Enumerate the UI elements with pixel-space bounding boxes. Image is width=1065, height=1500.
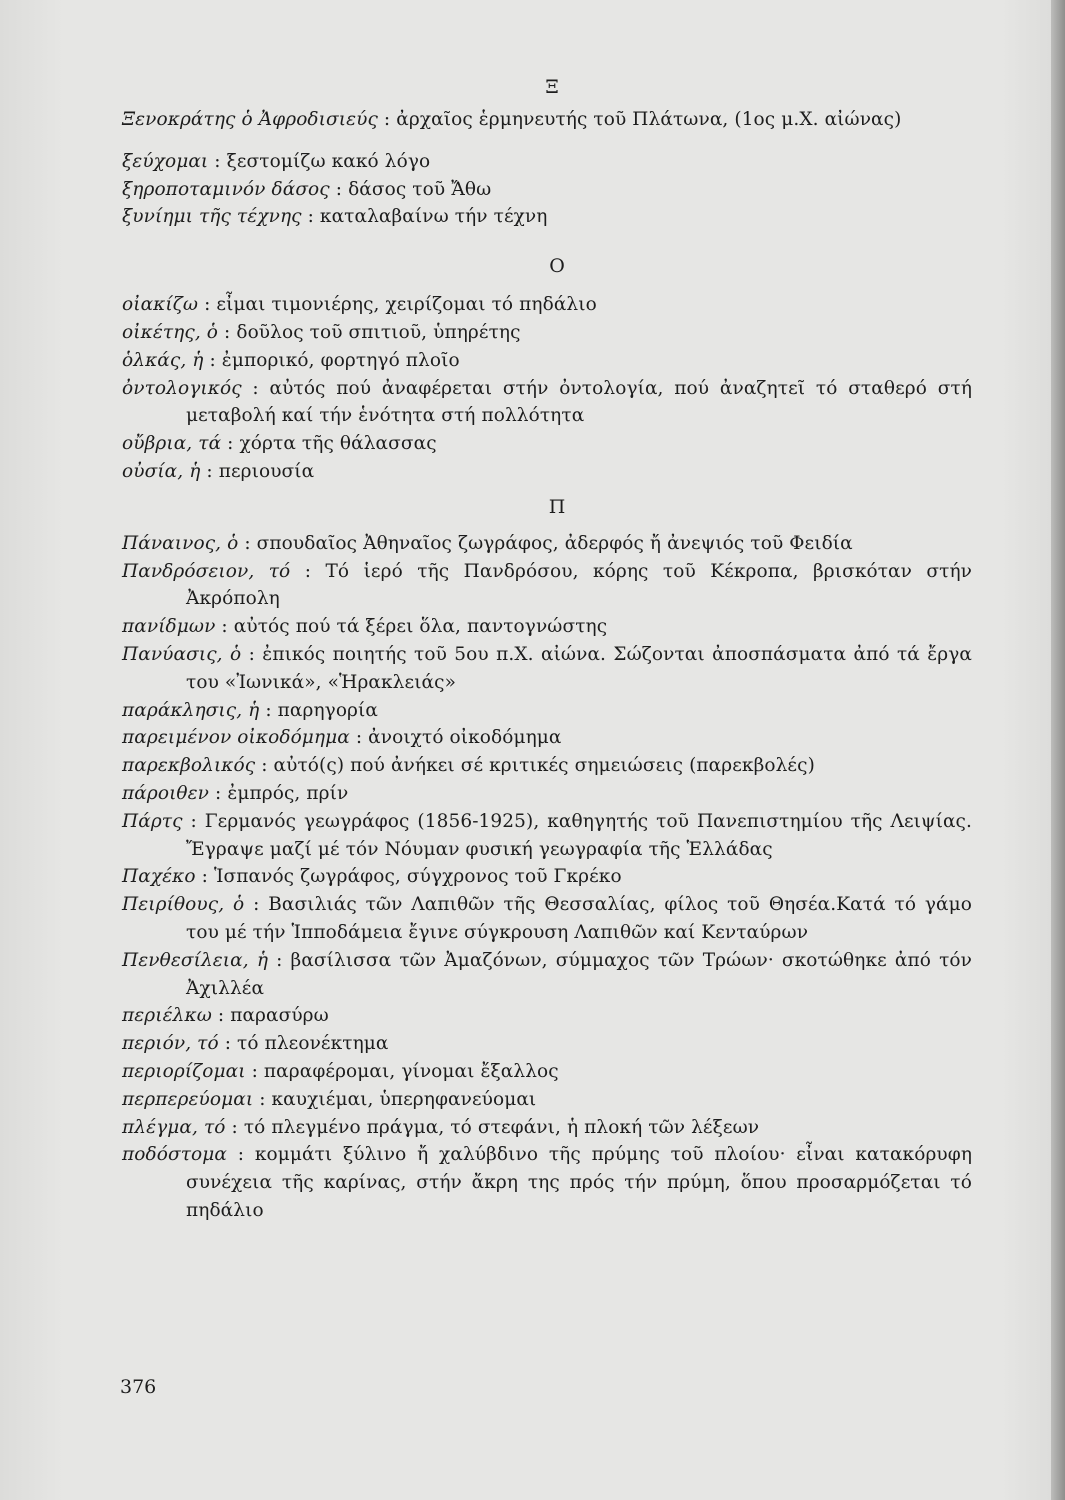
- section-letter: Ξ: [545, 76, 559, 98]
- book-spine-shadow: [1051, 0, 1065, 1500]
- entry-term: ποδόστομα: [122, 1144, 227, 1166]
- entry-definition: Βασιλιάς τῶν Λαπιθῶν τῆς Θεσσαλίας, φίλος τοῦ Θησέα.Κατά τό γάμο του μέ τήν Ἱπποδάμεια ἔγινε σύγκρουση Λαπιθῶν καί Κενταύρων: [186, 894, 972, 943]
- entry-term: παρεκβολικός: [122, 755, 256, 777]
- entry-definition: αὐτός πού τά ξέρει ὅλα, παντογνώστης: [233, 616, 608, 638]
- entry-term: ὁλκάς, ἡ: [122, 349, 204, 371]
- entry-definition: βασίλισσα τῶν Ἀμαζόνων, σύμμαχος τῶν Τρώων· σκοτώθηκε ἀπό τόν Ἀχιλλέα: [186, 949, 973, 999]
- section-pi: [122, 494, 972, 1225]
- glossary-entry: οὔβρια, τά : χόρτα τῆς θάλασσας: [122, 433, 437, 455]
- entry-term: οἰκέτης, ὁ: [122, 321, 219, 343]
- section-letter: Π: [548, 495, 566, 518]
- entry-term: ὀντολογικός: [122, 377, 242, 399]
- entry-term: Πειρίθους, ὁ: [122, 894, 245, 916]
- entry-definition: ἐμπρός, πρίν: [227, 782, 349, 804]
- entry-definition: Ἱσπανός ζωγράφος, σύγχρονος τοῦ Γκρέκο: [213, 866, 622, 888]
- entry-definition: Τό ἱερό τῆς Πανδρόσου, κόρης τοῦ Κέκροπα, βρισκόταν στήν Ἀκρόπολη: [186, 560, 973, 610]
- entry-term: περιορίζομαι: [122, 1060, 246, 1082]
- glossary-entry: Πάναινος, ὁ : σπουδαῖος Ἀθηναῖος ζωγράφος, ἀδερφός ἤ ἀνεψιός τοῦ Φειδία: [122, 532, 853, 554]
- glossary-entry: ὁλκάς, ἡ : ἐμπορικό, φορτηγό πλοῖο: [122, 349, 460, 371]
- entry-term: ξεύχομαι: [122, 150, 209, 172]
- entry-term: Παχέκο: [122, 866, 196, 888]
- glossary-entry: ξεύχομαι : ξεστομίζω κακό λόγο: [122, 150, 431, 172]
- glossary-entry: παράκλησις, ἡ : παρηγορία: [122, 699, 378, 721]
- glossary-entry: πλέγμα, τό : τό πλεγμένο πράγμα, τό στεφάνι, ἡ πλοκή τῶν λέξεων: [122, 1116, 760, 1138]
- entry-term: Πάναινος, ὁ: [122, 532, 239, 554]
- entry-term: Ξενοκράτης ὁ Ἀφροδισιεύς: [122, 109, 378, 130]
- glossary-entry: Πενθεσίλεια, ἡ : βασίλισσα τῶν Ἀμαζόνων, σύμμαχος τῶν Τρώων· σκοτώθηκε ἀπό τόν Ἀχιλλέα: [122, 949, 973, 999]
- entry-term: Πανύασις, ὁ: [122, 643, 242, 665]
- glossary-entry: ποδόστομα : κομμάτι ξύλινο ἤ χαλύβδινο τῆς πρύμης τοῦ πλοίου· εἶναι κατακόρυφη συνέχεια τῆς καρίνας, στήν ἄκρη της πρός τήν πρύμη, ὅπου προσαρμόζεται τό πηδάλιο: [122, 1144, 973, 1221]
- glossary-entry: οὐσία, ἡ : περιουσία: [122, 460, 315, 482]
- entry-definition: δοῦλος τοῦ σπιτιοῦ, ὑπηρέτης: [236, 321, 521, 343]
- glossary-entry: οἰκέτης, ὁ : δοῦλος τοῦ σπιτιοῦ, ὑπηρέτης: [122, 321, 521, 343]
- page-number: 376: [120, 1376, 157, 1398]
- entry-term: Πενθεσίλεια, ἡ: [122, 949, 269, 971]
- entry-term: περπερεύομαι: [122, 1088, 254, 1110]
- glossary-entry: ξυνίημι τῆς τέχνης : καταλαβαίνω τήν τέχνη: [122, 206, 548, 228]
- entry-term: ξυνίημι τῆς τέχνης: [122, 206, 302, 228]
- entry-definition: ἐπικός ποιητής τοῦ 5ου π.Χ. αἰώνα. Σώζονται ἀποσπάσματα ἀπό τά ἔργα του «Ἰωνικά», «Ἡρακλειάς»: [186, 643, 973, 693]
- section-omicron: [122, 253, 972, 486]
- entry-definition: αὐτό(ς) πού ἀνήκει σέ κριτικές σημειώσεις (παρεκβολές): [273, 755, 815, 777]
- entry-definition: σπουδαῖος Ἀθηναῖος ζωγράφος, ἀδερφός ἤ ἀνεψιός τοῦ Φειδία: [256, 532, 853, 554]
- entry-definition: καυχιέμαι, ὑπερηφανεύομαι: [271, 1088, 537, 1110]
- glossary-entry: Πειρίθους, ὁ : Βασιλιάς τῶν Λαπιθῶν τῆς Θεσσαλίας, φίλος τοῦ Θησέα.Κατά τό γάμο του μέ τήν Ἱπποδάμεια ἔγινε σύγκρουση Λαπιθῶν καί Κενταύρων: [122, 894, 972, 943]
- entry-term: πάροιθεν: [122, 782, 210, 804]
- entry-definition: τό πλεγμένο πράγμα, τό στεφάνι, ἡ πλοκή τῶν λέξεων: [243, 1116, 760, 1138]
- entry-term: πανίδμων: [122, 616, 216, 638]
- glossary-entry: περπερεύομαι : καυχιέμαι, ὑπερηφανεύομαι: [122, 1088, 537, 1110]
- glossary-entry: περιόν, τό : τό πλεονέκτημα: [122, 1033, 389, 1055]
- entry-term: Πανδρόσειον, τό: [122, 560, 291, 582]
- glossary-entry: περιορίζομαι : παραφέρομαι, γίνομαι ἔξαλλος: [122, 1060, 559, 1082]
- section-xi: [122, 74, 972, 231]
- glossary-entry: Πάρτς : Γερμανός γεωγράφος (1856-1925), καθηγητής τοῦ Πανεπιστημίου τῆς Λειψίας. Ἔγραψε μαζί μέ τόν Νόυμαν φυσική γεωγραφία τῆς Ἑλλάδας: [122, 810, 972, 860]
- entry-term: πλέγμα, τό: [122, 1116, 226, 1138]
- entry-definition: αὐτός πού ἀναφέρεται στήν ὀντολογία, πού ἀναζητεῖ τό σταθερό στή μεταβολή καί τήν ἑνότητα στή πολλότητα: [186, 377, 973, 427]
- entry-term: Πάρτς: [122, 810, 183, 832]
- entry-definition: χόρτα τῆς θάλασσας: [239, 433, 437, 455]
- entry-term: περιόν, τό: [122, 1033, 219, 1055]
- entry-definition: δάσος τοῦ Ἄθω: [348, 178, 492, 200]
- glossary-entry: Πανδρόσειον, τό : Τό ἱερό τῆς Πανδρόσου, κόρης τοῦ Κέκροπα, βρισκόταν στήν Ἀκρόπολη: [122, 560, 973, 610]
- glossary-entry: Πανύασις, ὁ : ἐπικός ποιητής τοῦ 5ου π.Χ. αἰώνα. Σώζονται ἀποσπάσματα ἀπό τά ἔργα του «Ἰωνικά», «Ἡρακλειάς»: [122, 643, 973, 693]
- entry-definition: τό πλεονέκτημα: [237, 1033, 389, 1055]
- glossary: [122, 72, 972, 1233]
- entry-definition: ἀρχαῖος ἑρμηνευτής τοῦ Πλάτωνα, (1ος μ.Χ. αἰώνας): [396, 109, 902, 130]
- entry-definition: παρασύρω: [230, 1005, 329, 1027]
- entry-term: ξηροποταμινόν δάσος: [122, 178, 330, 200]
- entry-definition: ἀνοιχτό οἰκοδόμημα: [368, 727, 562, 749]
- entry-definition: παραφέρομαι, γίνομαι ἔξαλλος: [263, 1060, 559, 1082]
- entry-definition: κομμάτι ξύλινο ἤ χαλύβδινο τῆς πρύμης τοῦ πλοίου· εἶναι κατακόρυφη συνέχεια τῆς καρίνας, στήν ἄκρη της πρός τήν πρύμη, ὅπου προσαρμόζεται τό πηδάλιο: [186, 1144, 973, 1221]
- entry-definition: εἶμαι τιμονιέρης, χειρίζομαι τό πηδάλιο: [216, 294, 597, 316]
- entry-term: οὐσία, ἡ: [122, 460, 201, 482]
- entry-definition: παρηγορία: [277, 699, 378, 721]
- glossary-entry: παρειμένον οἰκοδόμημα : ἀνοιχτό οἰκοδόμημα: [122, 727, 562, 749]
- entry-definition: καταλαβαίνω τήν τέχνη: [319, 206, 548, 228]
- glossary-entry: ξηροποταμινόν δάσος : δάσος τοῦ Ἄθω: [122, 178, 492, 200]
- entry-term: περιέλκω: [122, 1005, 212, 1027]
- glossary-entry: περιέλκω : παρασύρω: [122, 1005, 329, 1027]
- glossary-entry: Παχέκο : Ἱσπανός ζωγράφος, σύγχρονος τοῦ Γκρέκο: [122, 866, 622, 888]
- entry-term: παρειμένον οἰκοδόμημα: [122, 727, 350, 749]
- glossary-entry: Ξενοκράτης ὁ Ἀφροδισιεύς : ἀρχαῖος ἑρμηνευτής τοῦ Πλάτωνα, (1ος μ.Χ. αἰώνας): [122, 109, 902, 130]
- entry-term: οὔβρια, τά: [122, 433, 222, 455]
- entry-definition: ἐμπορικό, φορτηγό πλοῖο: [221, 349, 460, 371]
- entry-definition: περιουσία: [218, 460, 315, 482]
- entry-term: παράκλησις, ἡ: [122, 699, 260, 721]
- section-letter: Ο: [549, 255, 565, 278]
- glossary-entry: ὀντολογικός : αὐτός πού ἀναφέρεται στήν ὀντολογία, πού ἀναζητεῖ τό σταθερό στή μεταβολή καί τήν ἑνότητα στή πολλότητα: [122, 377, 973, 427]
- glossary-entry: οἰακίζω : εἶμαι τιμονιέρης, χειρίζομαι τό πηδάλιο: [122, 294, 597, 316]
- entry-definition: ξεστομίζω κακό λόγο: [226, 150, 431, 172]
- glossary-entry: παρεκβολικός : αὐτό(ς) πού ἀνήκει σέ κριτικές σημειώσεις (παρεκβολές): [122, 755, 815, 777]
- entry-definition: Γερμανός γεωγράφος (1856-1925), καθηγητής τοῦ Πανεπιστημίου τῆς Λειψίας. Ἔγραψε μαζί μέ τόν Νόυμαν φυσική γεωγραφία τῆς Ἑλλάδας: [186, 810, 972, 860]
- glossary-entry: πανίδμων : αὐτός πού τά ξέρει ὅλα, παντογνώστης: [122, 616, 608, 638]
- glossary-entry: πάροιθεν : ἐμπρός, πρίν: [122, 782, 349, 804]
- entry-term: οἰακίζω: [122, 294, 199, 316]
